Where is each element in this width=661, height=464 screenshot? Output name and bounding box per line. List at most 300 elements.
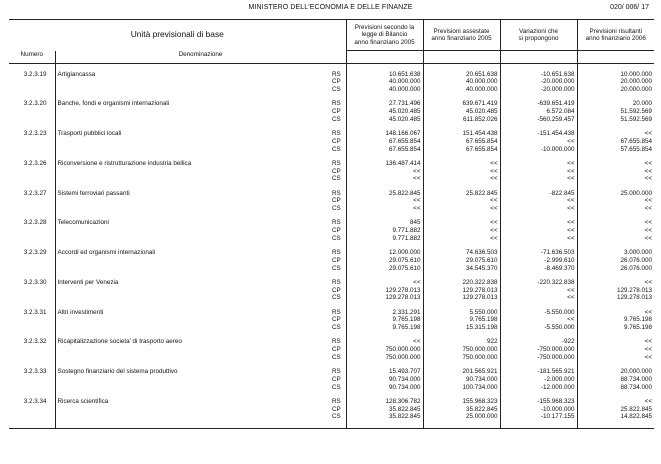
upb-code: 3.2.3.32 <box>9 338 55 346</box>
amount-c4: 3.000.000 <box>577 249 654 257</box>
empty-cell <box>55 265 329 273</box>
table-row <box>9 287 654 295</box>
amount-c2: 201.565.921 <box>423 368 500 376</box>
amount-c2: 922 <box>423 338 500 346</box>
empty-cell <box>9 406 55 414</box>
amount-c3: -220.322.838 <box>500 279 577 287</box>
empty-cell <box>55 183 329 190</box>
amount-c1: 90.734.000 <box>346 376 423 384</box>
amount-c1: 750.000.000 <box>346 346 423 354</box>
table-row <box>9 160 654 168</box>
amount-c1: 40.000.000 <box>346 78 423 86</box>
amount-c4: << <box>577 130 654 138</box>
amount-c1: 9.765.198 <box>346 316 423 324</box>
spacer-row <box>9 362 654 369</box>
empty-cell <box>55 346 329 354</box>
amount-c2: 25.000.000 <box>423 413 500 421</box>
empty-cell <box>9 346 55 354</box>
empty-cell <box>55 175 329 183</box>
empty-cell <box>9 294 55 302</box>
spacer-row <box>9 272 654 279</box>
ministry-title: MINISTERO DELL'ECONOMIA E DELLE FINANZE <box>248 4 413 11</box>
amount-c2: 9.765.198 <box>423 316 500 324</box>
amount-c1: 750.000.000 <box>346 354 423 362</box>
spacer-row <box>9 332 654 339</box>
upb-name: Ricapitalizzazione societa' di trasporto aereo <box>57 338 182 346</box>
amount-c2: 151.454.438 <box>423 130 500 138</box>
empty-cell <box>9 324 55 332</box>
document-header <box>0 4 661 16</box>
empty-cell <box>55 86 329 94</box>
empty-cell <box>9 265 55 273</box>
empty-cell <box>500 391 577 398</box>
amount-c4: 25.822.845 <box>577 406 654 414</box>
spacer-row <box>9 391 654 398</box>
amount-c4: << <box>577 235 654 243</box>
empty-cell <box>329 332 346 339</box>
amount-c4: 26.076.000 <box>577 257 654 265</box>
amount-c2: << <box>423 205 500 213</box>
empty-cell <box>55 243 329 250</box>
amount-c1: 9.765.198 <box>346 324 423 332</box>
empty-cell <box>500 124 577 131</box>
empty-cell <box>500 153 577 160</box>
amount-c2: 155.968.323 <box>423 398 500 406</box>
empty-cell <box>329 183 346 190</box>
empty-cell <box>346 272 423 279</box>
table-row <box>9 227 654 235</box>
upb-code: 3.2.3.23 <box>9 130 55 138</box>
amount-c2: 74.636.503 <box>423 249 500 257</box>
amount-c1: 129.278.013 <box>346 287 423 295</box>
empty-cell <box>9 235 55 243</box>
col3-line: Variazioni che <box>518 27 559 35</box>
upb-code: 3.2.3.27 <box>9 190 55 198</box>
empty-cell <box>55 294 329 302</box>
empty-cell <box>9 183 55 190</box>
table-row <box>9 100 654 108</box>
table-row <box>9 279 654 287</box>
amount-c3: << <box>500 205 577 213</box>
entry-type: CP <box>332 167 341 175</box>
empty-cell <box>55 108 329 116</box>
empty-cell <box>577 51 654 64</box>
amount-c4: 20.000.000 <box>577 86 654 94</box>
upb-name: Sistemi ferroviari passanti <box>57 189 130 197</box>
entry-type: CP <box>332 316 341 324</box>
empty-cell <box>346 124 423 131</box>
amount-c4: 129.278.013 <box>577 294 654 302</box>
amount-c4: 25.000.000 <box>577 190 654 198</box>
empty-cell <box>346 243 423 250</box>
empty-cell <box>423 391 500 398</box>
table-row <box>9 71 654 79</box>
entry-type: CS <box>332 175 341 183</box>
empty-cell <box>500 51 577 64</box>
empty-cell <box>577 213 654 220</box>
entry-type: CP <box>332 375 341 383</box>
amount-c1: 40.000.000 <box>346 86 423 94</box>
table-row <box>9 86 654 94</box>
amount-c3: -10.000.000 <box>500 406 577 414</box>
table-row <box>9 368 654 376</box>
entry-type: RS <box>332 397 341 405</box>
budget-table <box>9 19 654 429</box>
amount-c3: << <box>500 175 577 183</box>
amount-c2: 129.278.013 <box>423 294 500 302</box>
spacer-row <box>9 124 654 131</box>
table-row <box>9 168 654 176</box>
table-row <box>9 413 654 421</box>
table-row <box>9 249 654 257</box>
col2-line: Previsioni assestate <box>433 27 490 35</box>
amount-c4: 9.765.198 <box>577 324 654 332</box>
upb-code: 3.2.3.33 <box>9 368 55 376</box>
empty-cell <box>9 64 55 71</box>
empty-cell <box>55 168 329 176</box>
table-row <box>9 175 654 183</box>
amount-c4: 20.000.000 <box>577 368 654 376</box>
amount-c3: -151.454.438 <box>500 130 577 138</box>
empty-cell <box>577 391 654 398</box>
empty-cell <box>55 153 329 160</box>
empty-cell <box>423 302 500 309</box>
amount-c3: << <box>500 227 577 235</box>
empty-cell <box>346 51 423 64</box>
amount-c3: << <box>500 294 577 302</box>
amount-c2: 20.651.638 <box>423 71 500 79</box>
amount-c4: 51.592.569 <box>577 108 654 116</box>
amount-c2: << <box>423 227 500 235</box>
entry-type: CS <box>332 294 341 302</box>
amount-c3: -20.000.000 <box>500 78 577 86</box>
empty-cell <box>55 324 329 332</box>
empty-cell <box>9 362 55 369</box>
empty-cell <box>423 213 500 220</box>
page-reference: 020/ 006/ 17 <box>610 4 649 11</box>
amount-c4: 20.000.000 <box>577 78 654 86</box>
empty-cell <box>9 302 55 309</box>
amount-c2: << <box>423 168 500 176</box>
empty-cell <box>577 153 654 160</box>
amount-c1: 845 <box>346 219 423 227</box>
empty-cell <box>577 64 654 71</box>
entry-type: CP <box>332 286 341 294</box>
empty-cell <box>329 391 346 398</box>
col1-line: anno finanziario 2005 <box>354 38 415 46</box>
empty-cell <box>9 287 55 295</box>
amount-c3: -750.000.000 <box>500 354 577 362</box>
col3-line: si propongono <box>518 35 559 42</box>
amount-c2: 25.822.845 <box>423 190 500 198</box>
amount-c3: << <box>500 287 577 295</box>
amount-c1: << <box>346 205 423 213</box>
empty-cell <box>329 272 346 279</box>
empty-cell <box>9 116 55 124</box>
empty-cell <box>9 86 55 94</box>
col-header-numero: Numero <box>9 51 55 64</box>
table-row <box>9 338 654 346</box>
spacer-row <box>9 153 654 160</box>
table-body <box>9 64 654 429</box>
entry-type: RS <box>332 368 341 376</box>
entry-type: CP <box>332 137 341 145</box>
empty-cell <box>55 235 329 243</box>
empty-cell <box>577 124 654 131</box>
empty-cell <box>55 116 329 124</box>
amount-c1: 29.075.610 <box>346 257 423 265</box>
spacer-row <box>9 421 654 428</box>
entry-type: CS <box>332 115 341 123</box>
empty-cell <box>329 302 346 309</box>
table-row <box>9 190 654 198</box>
amount-c3: -560.259.457 <box>500 116 577 124</box>
amount-c3: << <box>500 138 577 146</box>
empty-cell <box>423 272 500 279</box>
amount-c2: 611.852.026 <box>423 116 500 124</box>
empty-cell <box>346 362 423 369</box>
empty-cell <box>9 168 55 176</box>
amount-c2: << <box>423 160 500 168</box>
empty-cell <box>55 332 329 339</box>
amount-c4: 88.734.000 <box>577 376 654 384</box>
amount-c1: 45.020.485 <box>346 108 423 116</box>
amount-c3: -181.565.921 <box>500 368 577 376</box>
empty-cell <box>423 153 500 160</box>
empty-cell <box>500 243 577 250</box>
empty-cell <box>346 421 423 428</box>
spacer-row <box>9 302 654 309</box>
upb-name: Accordi ed organismi internazionali <box>57 249 156 257</box>
empty-cell <box>577 362 654 369</box>
amount-c2: 5.550.000 <box>423 309 500 317</box>
empty-cell <box>55 138 329 146</box>
amount-c1: 12.000.000 <box>346 249 423 257</box>
empty-cell <box>9 108 55 116</box>
amount-c2: 40.000.000 <box>423 78 500 86</box>
amount-c4: 14.822.845 <box>577 413 654 421</box>
empty-cell <box>9 124 55 131</box>
amount-c3: -10.000.000 <box>500 146 577 154</box>
empty-cell <box>55 257 329 265</box>
amount-c3: << <box>500 197 577 205</box>
amount-c2: 67.655.854 <box>423 138 500 146</box>
entry-type: CS <box>332 234 341 242</box>
amount-c3: << <box>500 219 577 227</box>
amount-c3: -2.000.000 <box>500 376 577 384</box>
entry-type: CP <box>332 197 341 205</box>
empty-cell <box>423 51 500 64</box>
entry-type: CP <box>332 227 341 235</box>
amount-c1: 25.822.845 <box>346 190 423 198</box>
upb-name: Artigiancassa <box>57 70 96 78</box>
spacer-row <box>9 94 654 101</box>
amount-c2: 129.278.013 <box>423 287 500 295</box>
empty-cell <box>9 316 55 324</box>
empty-cell <box>500 272 577 279</box>
empty-cell <box>55 94 329 101</box>
empty-cell <box>346 391 423 398</box>
entry-type: RS <box>332 338 341 346</box>
empty-cell <box>55 354 329 362</box>
amount-c2: 40.000.000 <box>423 86 500 94</box>
empty-cell <box>9 272 55 279</box>
entry-type: CP <box>332 405 341 413</box>
empty-cell <box>577 94 654 101</box>
upb-code: 3.2.3.30 <box>9 279 55 287</box>
col-header-legge-bilancio <box>346 20 423 51</box>
empty-cell <box>55 213 329 220</box>
amount-c1: 67.655.854 <box>346 146 423 154</box>
amount-c1: << <box>346 338 423 346</box>
entry-type: RS <box>332 189 341 197</box>
entry-type: RS <box>332 130 341 138</box>
amount-c2: << <box>423 235 500 243</box>
amount-c2: 750.000.000 <box>423 354 500 362</box>
empty-cell <box>500 421 577 428</box>
empty-cell <box>423 124 500 131</box>
empty-cell <box>500 332 577 339</box>
empty-cell <box>329 124 346 131</box>
table-row <box>9 376 654 384</box>
table-row <box>9 354 654 362</box>
amount-c1: 2.331.291 <box>346 309 423 317</box>
amount-c4: 88.734.000 <box>577 384 654 392</box>
amount-c4: 57.655.854 <box>577 146 654 154</box>
col1-line: Previsioni secondo la <box>354 23 415 31</box>
table-row <box>9 146 654 154</box>
empty-cell <box>329 362 346 369</box>
amount-c3: << <box>500 168 577 176</box>
empty-cell <box>9 413 55 421</box>
amount-c4: << <box>577 205 654 213</box>
amount-c4: 9.765.198 <box>577 316 654 324</box>
empty-cell <box>55 376 329 384</box>
amount-c1: 35.822.845 <box>346 406 423 414</box>
amount-c2: 220.322.838 <box>423 279 500 287</box>
amount-c1: 10.651.638 <box>346 71 423 79</box>
empty-cell <box>423 421 500 428</box>
amount-c1: 29.075.610 <box>346 265 423 273</box>
empty-cell <box>9 376 55 384</box>
entry-type: CP <box>332 108 341 116</box>
empty-cell <box>423 332 500 339</box>
amount-c4: 20.000 <box>577 100 654 108</box>
amount-c4: << <box>577 354 654 362</box>
empty-cell <box>55 302 329 309</box>
empty-cell <box>577 272 654 279</box>
entry-type: CP <box>332 78 341 86</box>
empty-cell <box>346 94 423 101</box>
amount-c4: 26.076.000 <box>577 265 654 273</box>
empty-cell <box>9 384 55 392</box>
empty-cell <box>9 78 55 86</box>
amount-c3: -750.000.000 <box>500 346 577 354</box>
empty-cell <box>9 243 55 250</box>
empty-cell <box>346 64 423 71</box>
amount-c3: -10.177.155 <box>500 413 577 421</box>
entry-type: RS <box>332 249 341 257</box>
upb-code: 3.2.3.31 <box>9 309 55 317</box>
entry-type: CS <box>332 264 341 272</box>
amount-c1: << <box>346 279 423 287</box>
col4-line: anno finanziario 2006 <box>585 35 646 42</box>
amount-c4: 67.655.854 <box>577 138 654 146</box>
amount-c4: << <box>577 309 654 317</box>
upb-name: Telecomunicazioni <box>57 219 109 227</box>
amount-c3: << <box>500 316 577 324</box>
empty-cell <box>500 94 577 101</box>
empty-cell <box>500 183 577 190</box>
upb-code: 3.2.3.20 <box>9 100 55 108</box>
amount-c2: 67.655.854 <box>423 146 500 154</box>
col2-line: anno finanziario 2005 <box>431 35 492 42</box>
empty-cell <box>423 64 500 71</box>
empty-cell <box>55 272 329 279</box>
empty-cell <box>9 146 55 154</box>
empty-cell <box>55 406 329 414</box>
col-header-risultanti <box>577 20 654 51</box>
upb-code: 3.2.3.28 <box>9 219 55 227</box>
amount-c1: 128.306.782 <box>346 398 423 406</box>
table-row <box>9 265 654 273</box>
empty-cell <box>329 94 346 101</box>
table-row <box>9 257 654 265</box>
empty-cell <box>577 302 654 309</box>
empty-cell <box>9 227 55 235</box>
empty-cell <box>577 332 654 339</box>
table-row <box>9 197 654 205</box>
amount-c3: -822.845 <box>500 190 577 198</box>
amount-c3: 6.572.084 <box>500 108 577 116</box>
empty-cell <box>329 213 346 220</box>
amount-c3: -8.469.370 <box>500 265 577 273</box>
amount-c2: 90.734.000 <box>423 376 500 384</box>
amount-c1: 35.822.845 <box>346 413 423 421</box>
amount-c3: -5.550.000 <box>500 309 577 317</box>
amount-c2: 15.315.198 <box>423 324 500 332</box>
amount-c1: 67.655.854 <box>346 138 423 146</box>
amount-c1: 45.020.485 <box>346 116 423 124</box>
amount-c4: << <box>577 346 654 354</box>
empty-cell <box>423 362 500 369</box>
amount-c4: 129.278.013 <box>577 287 654 295</box>
entry-type: CS <box>332 324 341 332</box>
table-row <box>9 205 654 213</box>
table-row <box>9 78 654 86</box>
empty-cell <box>9 138 55 146</box>
amount-c4: << <box>577 279 654 287</box>
spacer-row <box>9 64 654 71</box>
empty-cell <box>346 153 423 160</box>
amount-c1: 136.487.414 <box>346 160 423 168</box>
amount-c4: << <box>577 398 654 406</box>
table-row <box>9 235 654 243</box>
empty-cell <box>55 205 329 213</box>
upb-name: Riconversione e ristrutturazione industria bellica <box>57 159 192 167</box>
amount-c2: 45.020.485 <box>423 108 500 116</box>
empty-cell <box>9 205 55 213</box>
empty-cell <box>55 362 329 369</box>
amount-c4: 51.592.569 <box>577 116 654 124</box>
empty-cell <box>500 362 577 369</box>
entry-type: RS <box>332 70 341 78</box>
table-row <box>9 398 654 406</box>
table-row <box>9 346 654 354</box>
entry-type: RS <box>332 278 341 286</box>
entry-type: RS <box>332 219 341 227</box>
empty-cell <box>500 213 577 220</box>
